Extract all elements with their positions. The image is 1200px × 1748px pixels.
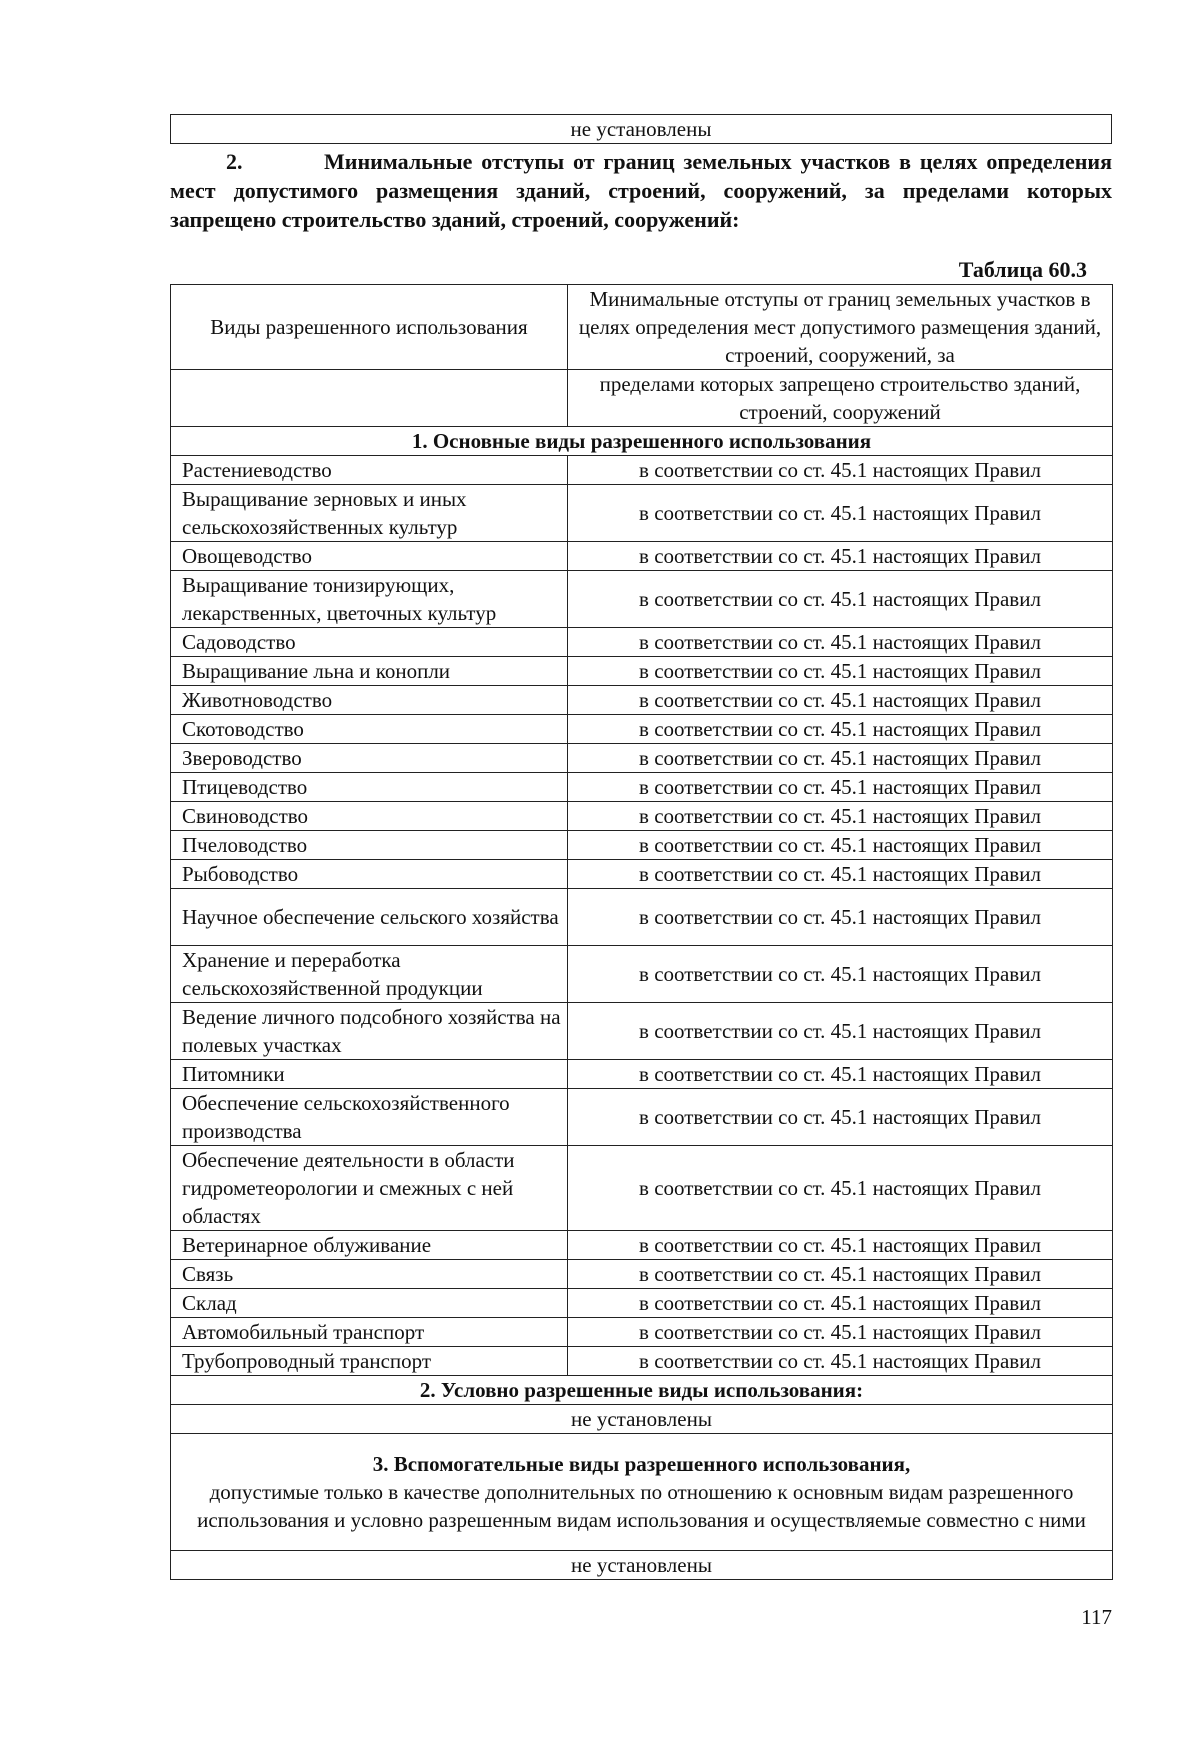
row-use-type: Ветеринарное облуживание [171,1231,568,1260]
row-use-type: Выращивание тонизирующих, лекарственных, цветочных культур [171,571,568,628]
row-setback-value: в соответствии со ст. 45.1 настоящих Правил [568,542,1113,571]
top-table [170,114,1112,144]
row-setback-value: в соответствии со ст. 45.1 настоящих Правил [568,831,1113,860]
row-use-type: Автомобильный транспорт [171,1318,568,1347]
section-number: 2. [226,149,243,174]
table-row [171,456,1113,485]
row-use-type: Пчеловодство [171,831,568,860]
table-row [171,744,1113,773]
row-setback-value: в соответствии со ст. 45.1 настоящих Правил [568,1146,1113,1231]
table-row [171,485,1113,542]
header-col1: Виды разрешенного использования [171,285,568,370]
row-use-type: Выращивание льна и конопли [171,657,568,686]
header-row-continued [171,370,1113,427]
row-use-type: Свиноводство [171,802,568,831]
row-setback-value: в соответствии со ст. 45.1 настоящих Правил [568,1231,1113,1260]
row-use-type: Скотоводство [171,715,568,744]
row-setback-value: в соответствии со ст. 45.1 настоящих Правил [568,1260,1113,1289]
row-use-type: Склад [171,1289,568,1318]
header-row [171,285,1113,370]
row-setback-value: в соответствии со ст. 45.1 настоящих Правил [568,744,1113,773]
table-row [171,686,1113,715]
row-use-type: Хранение и переработка сельскохозяйственной продукции [171,946,568,1003]
row-use-type: Ведение личного подсобного хозяйства на полевых участках [171,1003,568,1060]
main-table [170,284,1113,1580]
table-row [171,657,1113,686]
row-use-type: Обеспечение сельскохозяйственного производства [171,1089,568,1146]
table-row [171,1003,1113,1060]
row-use-type: Животноводство [171,686,568,715]
section2-value: не установлены [171,1405,1113,1434]
row-use-type: Птицеводство [171,773,568,802]
row-use-type: Связь [171,1260,568,1289]
section3-description: допустимые только в качестве дополнительных по отношению к основным видам разрешенного использования и условно разрешенным видам использования и осуществляемые совместно с ними [197,1480,1086,1532]
row-setback-value: в соответствии со ст. 45.1 настоящих Правил [568,485,1113,542]
section3-row [171,1434,1113,1551]
row-setback-value: в соответствии со ст. 45.1 настоящих Правил [568,1347,1113,1376]
section2-row [171,1376,1113,1405]
table-row [171,1060,1113,1089]
row-setback-value: в соответствии со ст. 45.1 настоящих Правил [568,715,1113,744]
row-setback-value: в соответствии со ст. 45.1 настоящих Правил [568,456,1113,485]
table-row [171,773,1113,802]
row-setback-value: в соответствии со ст. 45.1 настоящих Правил [568,571,1113,628]
table-row [171,1231,1113,1260]
table-row [171,889,1113,946]
row-setback-value: в соответствии со ст. 45.1 настоящих Правил [568,686,1113,715]
section1-title: 1. Основные виды разрешенного использования [171,427,1113,456]
section3-value: не установлены [171,1551,1113,1580]
row-setback-value: в соответствии со ст. 45.1 настоящих Правил [568,1289,1113,1318]
header-col2-part1: Минимальные отступы от границ земельных участков в целях определения мест допустимого размещения зданий, строений, сооружений, за [568,285,1113,370]
section2-value-row [171,1405,1113,1434]
table-row [171,831,1113,860]
row-setback-value: в соответствии со ст. 45.1 настоящих Правил [568,773,1113,802]
row-setback-value: в соответствии со ст. 45.1 настоящих Правил [568,889,1113,946]
row-setback-value: в соответствии со ст. 45.1 настоящих Правил [568,1003,1113,1060]
table-caption: Таблица 60.3 [958,257,1087,282]
table-row [171,802,1113,831]
table-row [171,1146,1113,1231]
row-setback-value: в соответствии со ст. 45.1 настоящих Правил [568,1318,1113,1347]
table-row [171,946,1113,1003]
table-row [171,1347,1113,1376]
table-row [171,1260,1113,1289]
section2-title: 2. Условно разрешенные виды использования: [171,1376,1113,1405]
row-use-type: Питомники [171,1060,568,1089]
row-use-type: Научное обеспечение сельского хозяйства [171,889,568,946]
row-use-type: Обеспечение деятельности в области гидрометеорологии и смежных с ней областях [171,1146,568,1231]
row-setback-value: в соответствии со ст. 45.1 настоящих Правил [568,860,1113,889]
top-table-cell: не установлены [171,115,1112,144]
header-col2-part2: пределами которых запрещено строительство зданий, строений, сооружений [568,370,1113,427]
row-setback-value: в соответствии со ст. 45.1 настоящих Правил [568,628,1113,657]
section3-title: 3. Вспомогательные виды разрешенного использования, [372,1452,911,1476]
row-use-type: Рыбоводство [171,860,568,889]
row-use-type: Растениеводство [171,456,568,485]
section3-value-row [171,1551,1113,1580]
table-row [171,1289,1113,1318]
row-setback-value: в соответствии со ст. 45.1 настоящих Правил [568,946,1113,1003]
section1-row [171,427,1113,456]
table-row [171,1089,1113,1146]
header-col1-empty [171,370,568,427]
row-use-type: Звероводство [171,744,568,773]
section3-cell [171,1434,1113,1551]
page-number: 117 [1081,1605,1112,1629]
table-row [171,715,1113,744]
table-row [171,628,1113,657]
section-heading-text: Минимальные отступы от границ земельных участков в целях определения мест допустимого размещения зданий, строений, сооружений, за пределами которых запрещено строительство зданий, строений, сооружений: [170,149,1112,232]
table-row [171,860,1113,889]
row-use-type: Овощеводство [171,542,568,571]
table-row [171,542,1113,571]
row-setback-value: в соответствии со ст. 45.1 настоящих Правил [568,1089,1113,1146]
row-setback-value: в соответствии со ст. 45.1 настоящих Правил [568,1060,1113,1089]
row-use-type: Садоводство [171,628,568,657]
table-row [171,571,1113,628]
row-use-type: Трубопроводный транспорт [171,1347,568,1376]
row-setback-value: в соответствии со ст. 45.1 настоящих Правил [568,802,1113,831]
table-row [171,1318,1113,1347]
row-setback-value: в соответствии со ст. 45.1 настоящих Правил [568,657,1113,686]
section-heading [170,147,1112,234]
row-use-type: Выращивание зерновых и иных сельскохозяйственных культур [171,485,568,542]
